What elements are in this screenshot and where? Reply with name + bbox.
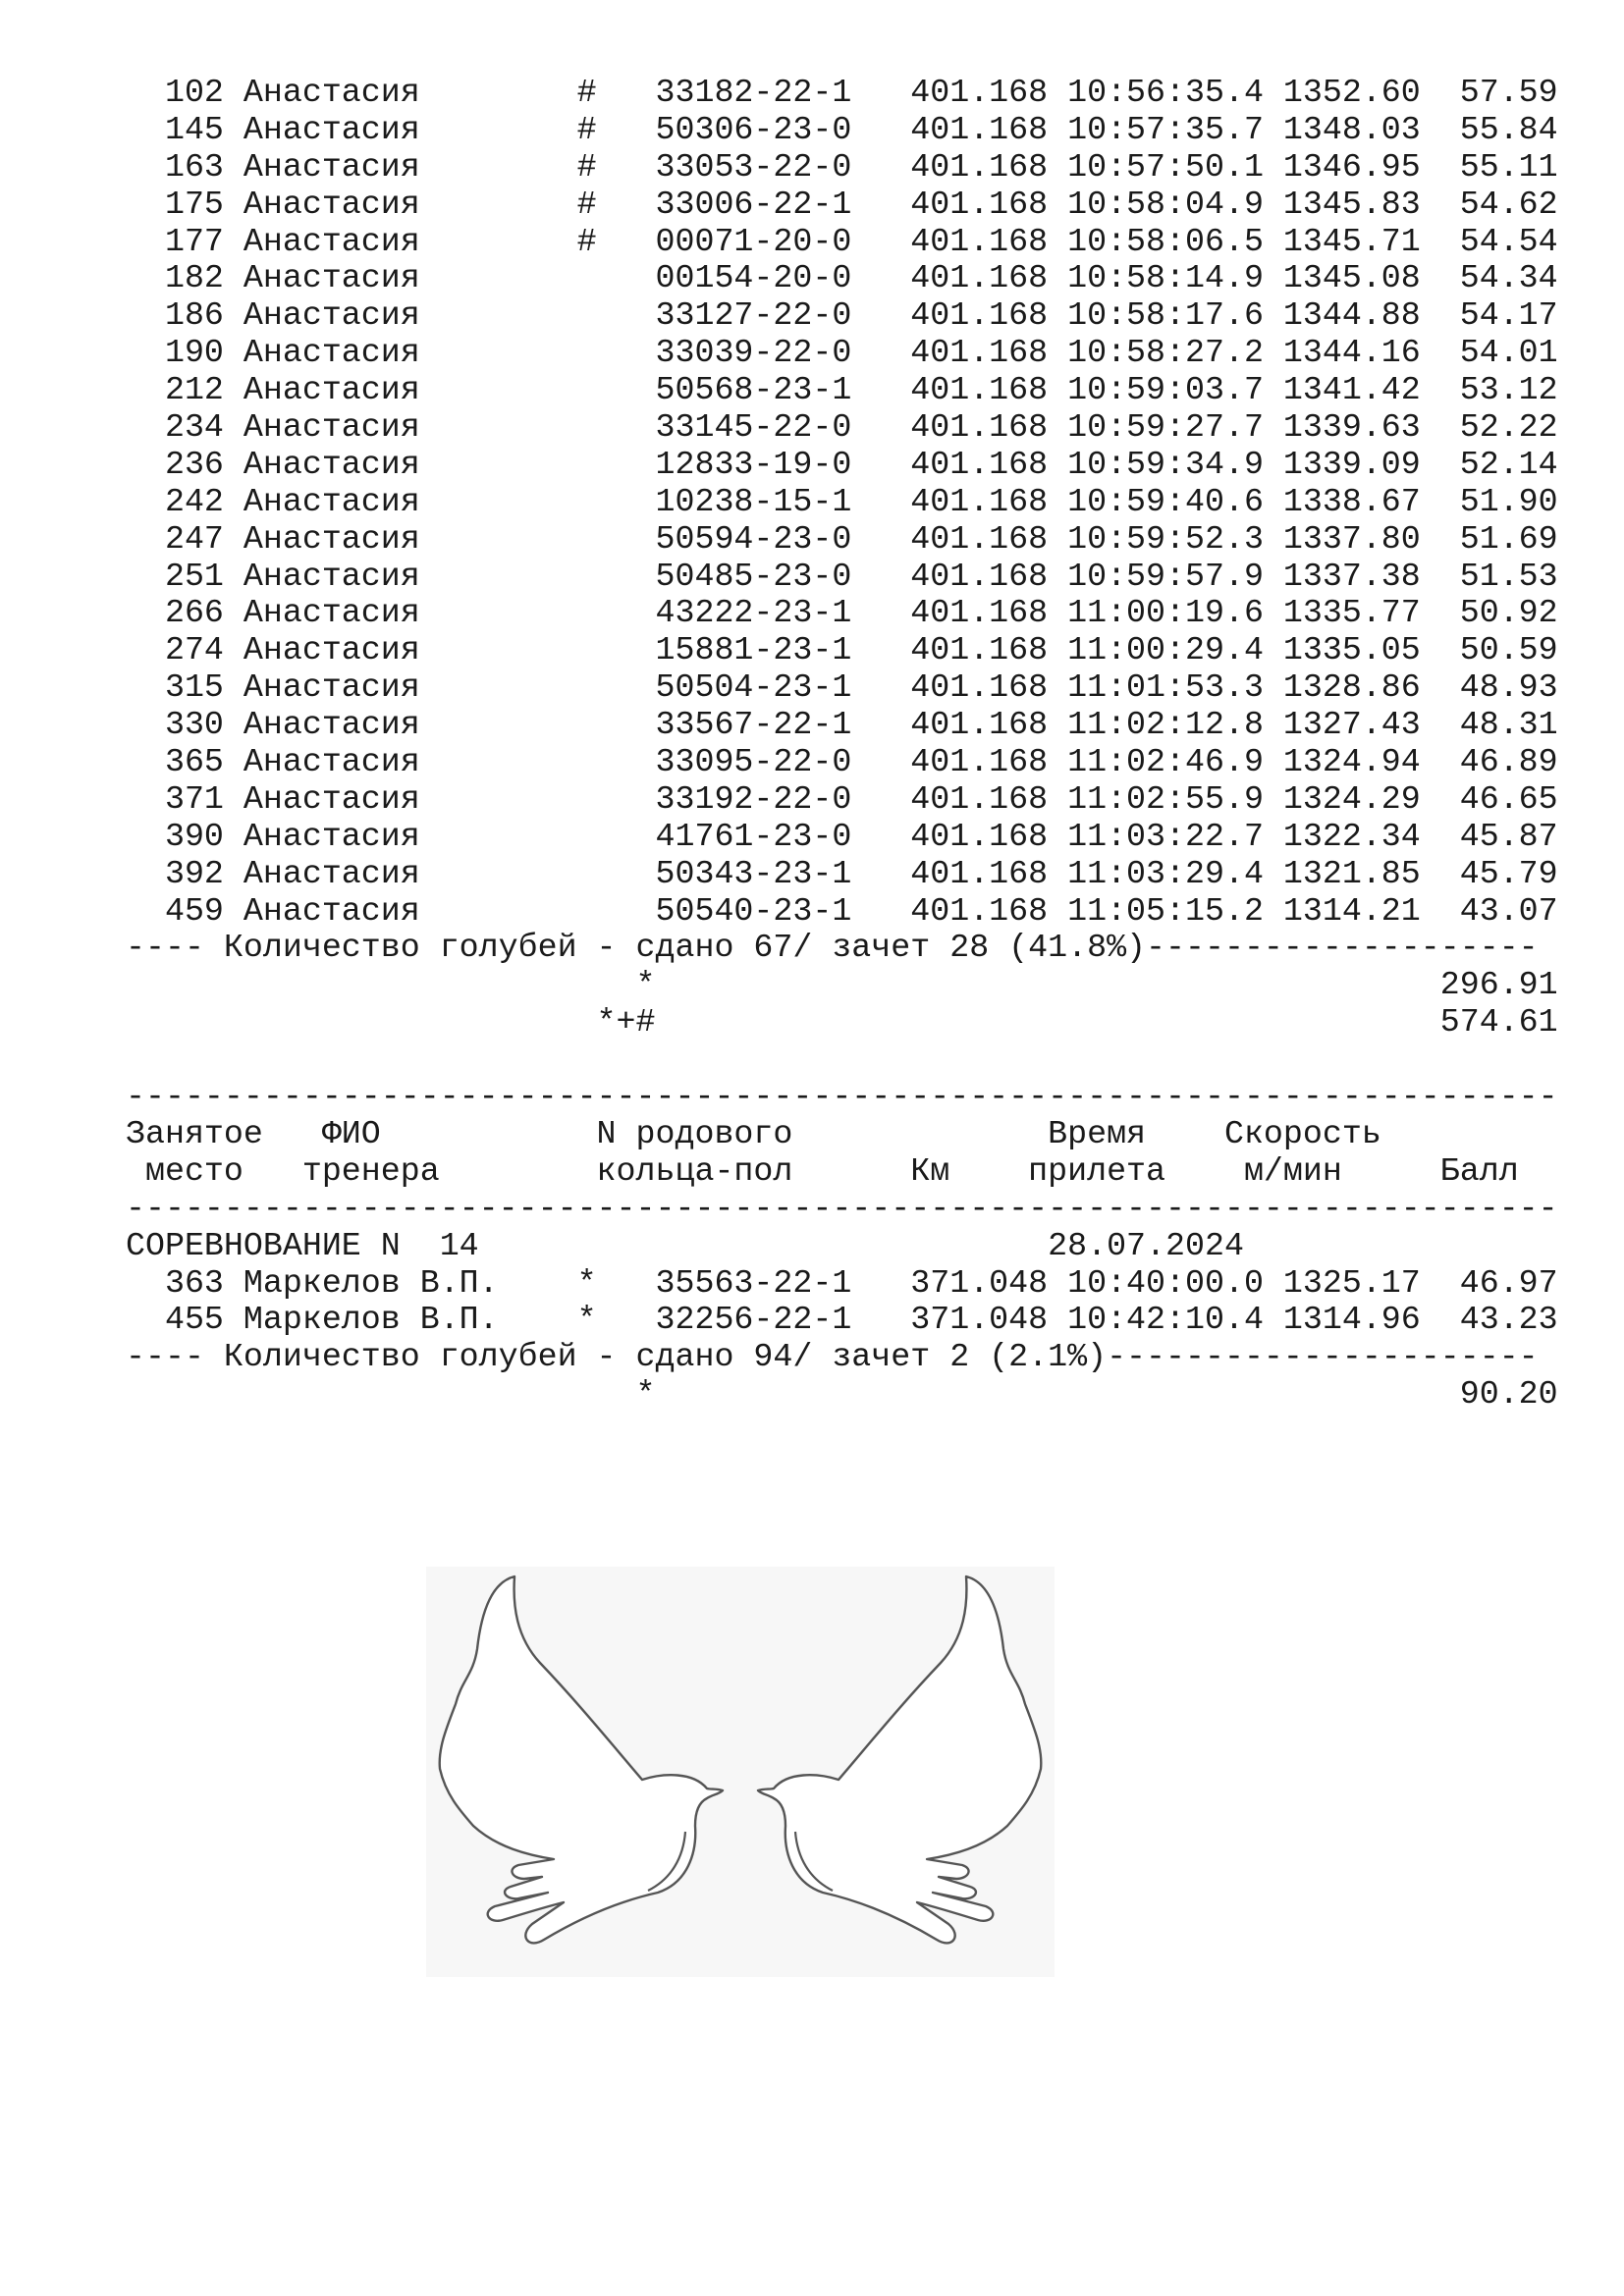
column-header-line1: Занятое ФИО N родового Время Скорость bbox=[126, 1114, 1381, 1152]
result-row: 455 Маркелов В.П. * 32256-22-1 371.048 10:42:10.4 1314.96 43.23 bbox=[126, 1301, 1558, 1339]
result-row: 145 Анастасия # 50306-23-0 401.168 10:57:35.7 1348.03 55.84 bbox=[126, 110, 1558, 148]
result-row: 459 Анастасия 50540-23-1 401.168 11:05:15.2 1314.21 43.07 bbox=[126, 891, 1558, 930]
result-row: 315 Анастасия 50504-23-1 401.168 11:01:53.3 1328.86 48.93 bbox=[126, 668, 1558, 707]
result-row: 251 Анастасия 50485-23-0 401.168 10:59:57.9 1337.38 51.53 bbox=[126, 557, 1558, 595]
result-row: 190 Анастасия 33039-22-0 401.168 10:58:27.2 1344.16 54.01 bbox=[126, 334, 1558, 372]
result-row: 371 Анастасия 33192-22-0 401.168 11:02:55.9 1324.29 46.65 bbox=[126, 779, 1558, 818]
result-row: 392 Анастасия 50343-23-1 401.168 11:03:29.4 1321.85 45.79 bbox=[126, 854, 1558, 892]
header-separator-bottom: ------------------------------------------------------------------------- bbox=[126, 1189, 1558, 1227]
result-row: 182 Анастасия 00154-20-0 401.168 10:58:14.9 1345.08 54.34 bbox=[126, 259, 1558, 297]
result-row: 266 Анастасия 43222-23-1 401.168 11:00:19.6 1335.77 50.92 bbox=[126, 594, 1558, 632]
block2-summary: ---- Количество голубей - сдано 94/ зачет 2 (2.1%)---------------------- bbox=[126, 1338, 1539, 1376]
result-row: 242 Анастасия 10238-15-1 401.168 10:59:40.6 1338.67 51.90 bbox=[126, 482, 1558, 520]
result-row: 247 Анастасия 50594-23-0 401.168 10:59:52.3 1337.80 51.69 bbox=[126, 519, 1558, 558]
result-row: 177 Анастасия # 00071-20-0 401.168 10:58:06.5 1345.71 54.54 bbox=[126, 222, 1558, 260]
header-separator-top: ------------------------------------------------------------------------- bbox=[126, 1078, 1558, 1116]
result-row: 186 Анастасия 33127-22-0 401.168 10:58:17.6 1344.88 54.17 bbox=[126, 296, 1558, 335]
results-document bbox=[126, 75, 1558, 1414]
column-header-line2: место тренера кольца-пол Км прилета м/мин Балл bbox=[126, 1151, 1519, 1190]
block1-total: * 296.91 bbox=[126, 966, 1558, 1004]
result-row: 163 Анастасия # 33053-22-0 401.168 10:57:50.1 1346.95 55.11 bbox=[126, 147, 1558, 186]
result-row: 236 Анастасия 12833-19-0 401.168 10:59:34.9 1339.09 52.14 bbox=[126, 445, 1558, 483]
block2-total: * 90.20 bbox=[126, 1375, 1558, 1414]
result-row: 365 Анастасия 33095-22-0 401.168 11:02:46.9 1324.94 46.89 bbox=[126, 743, 1558, 781]
doves-icon bbox=[426, 1567, 1055, 1977]
result-row: 363 Маркелов В.П. * 35563-22-1 371.048 10:40:00.0 1325.17 46.97 bbox=[126, 1263, 1558, 1302]
result-row: 175 Анастасия # 33006-22-1 401.168 10:58:04.9 1345.83 54.62 bbox=[126, 185, 1558, 223]
result-row: 212 Анастасия 50568-23-1 401.168 10:59:03.7 1341.42 53.12 bbox=[126, 371, 1558, 409]
block1-summary: ---- Количество голубей - сдано 67/ зачет 28 (41.8%)-------------------- bbox=[126, 929, 1539, 967]
result-row: 274 Анастасия 15881-23-1 401.168 11:00:29.4 1335.05 50.59 bbox=[126, 631, 1558, 669]
block1-total: *+# 574.61 bbox=[126, 1003, 1558, 1041]
competition-title: СОРЕВНОВАНИЕ N 14 28.07.2024 bbox=[126, 1226, 1244, 1264]
result-row: 102 Анастасия # 33182-22-1 401.168 10:56:35.4 1352.60 57.59 bbox=[126, 74, 1558, 111]
blank-line bbox=[126, 1041, 1558, 1079]
result-row: 390 Анастасия 41761-23-0 401.168 11:03:22.7 1322.34 45.87 bbox=[126, 817, 1558, 855]
block1-rows bbox=[126, 75, 1558, 930]
result-row: 234 Анастасия 33145-22-0 401.168 10:59:27.7 1339.63 52.22 bbox=[126, 408, 1558, 447]
result-row: 330 Анастасия 33567-22-1 401.168 11:02:12.8 1327.43 48.31 bbox=[126, 706, 1558, 744]
